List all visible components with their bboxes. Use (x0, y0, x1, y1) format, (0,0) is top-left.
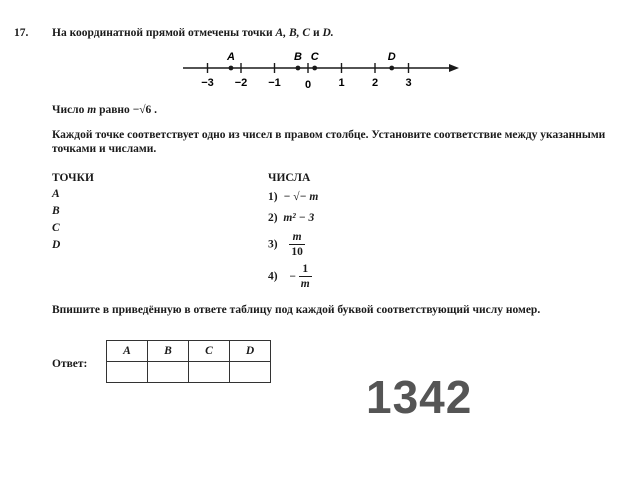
point-label: D (387, 51, 396, 63)
tick-label: 3 (405, 77, 412, 89)
answer-cell-b[interactable] (148, 362, 189, 383)
point-item-b: B (52, 205, 60, 217)
points-header: ТОЧКИ (52, 172, 94, 184)
bottom-instruction: Впишите в приведённую в ответе таблицу под каждой буквой соответствующий числу номер. (52, 304, 541, 316)
numbers-header: ЧИСЛА (268, 172, 311, 184)
tick-label: 1 (338, 77, 345, 89)
points-list (52, 187, 60, 255)
tick-label: −2 (234, 77, 248, 89)
answer-header-c: C (189, 341, 230, 362)
point-marker (296, 66, 301, 71)
overlay-answer: 1342 (366, 371, 473, 423)
number-item-3: 3) $\frac{m}{10}$ (268, 231, 303, 258)
point-marker (389, 66, 394, 71)
answer-cell-d[interactable] (230, 362, 271, 383)
number-item-4: 4) − $\frac{1}{m}$ (268, 263, 310, 290)
point-label: C (310, 51, 319, 63)
tick-label: 2 (371, 77, 379, 89)
tick-label: −1 (268, 77, 281, 89)
tick-label: −3 (201, 77, 214, 89)
point-label: A (226, 51, 235, 63)
number-item-2: 2) m² − 3 (268, 212, 315, 224)
problem-number: 17. (14, 27, 29, 39)
instruction-text: Каждой точке соответствует одно из чисел в правом столбце. Установите соответствие между указанными точками и числами. (52, 129, 606, 155)
answer-header-d: D (230, 341, 271, 362)
fraction-1-over-m: $\frac{1}{m}$ (300, 263, 310, 290)
answer-cell-c[interactable] (189, 362, 230, 383)
number-line-arrow (449, 64, 459, 72)
point-item-d: D (52, 239, 61, 251)
answer-header-a: A (107, 341, 148, 362)
point-marker (229, 66, 234, 71)
number-line (175, 46, 465, 96)
answer-label: Ответ: (52, 358, 88, 370)
answer-input-row (107, 362, 271, 383)
answer-table (106, 340, 271, 383)
point-item-c: C (52, 222, 60, 234)
number-item-1: 1) − √− m (268, 191, 319, 203)
problem-intro: На координатной прямой отмечены точки A, B, C и D. (52, 27, 334, 39)
fraction-m-over-10: $\frac{m}{10}$ (291, 231, 303, 258)
answer-cell-a[interactable] (107, 362, 148, 383)
answer-header-b: B (148, 341, 189, 362)
m-definition: Число m равно −√6 . (52, 104, 158, 116)
answer-header-row (107, 341, 271, 362)
point-marker (312, 66, 317, 71)
point-label: B (293, 51, 302, 63)
point-item-a: A (52, 188, 60, 200)
tick-label: 0 (304, 79, 312, 91)
